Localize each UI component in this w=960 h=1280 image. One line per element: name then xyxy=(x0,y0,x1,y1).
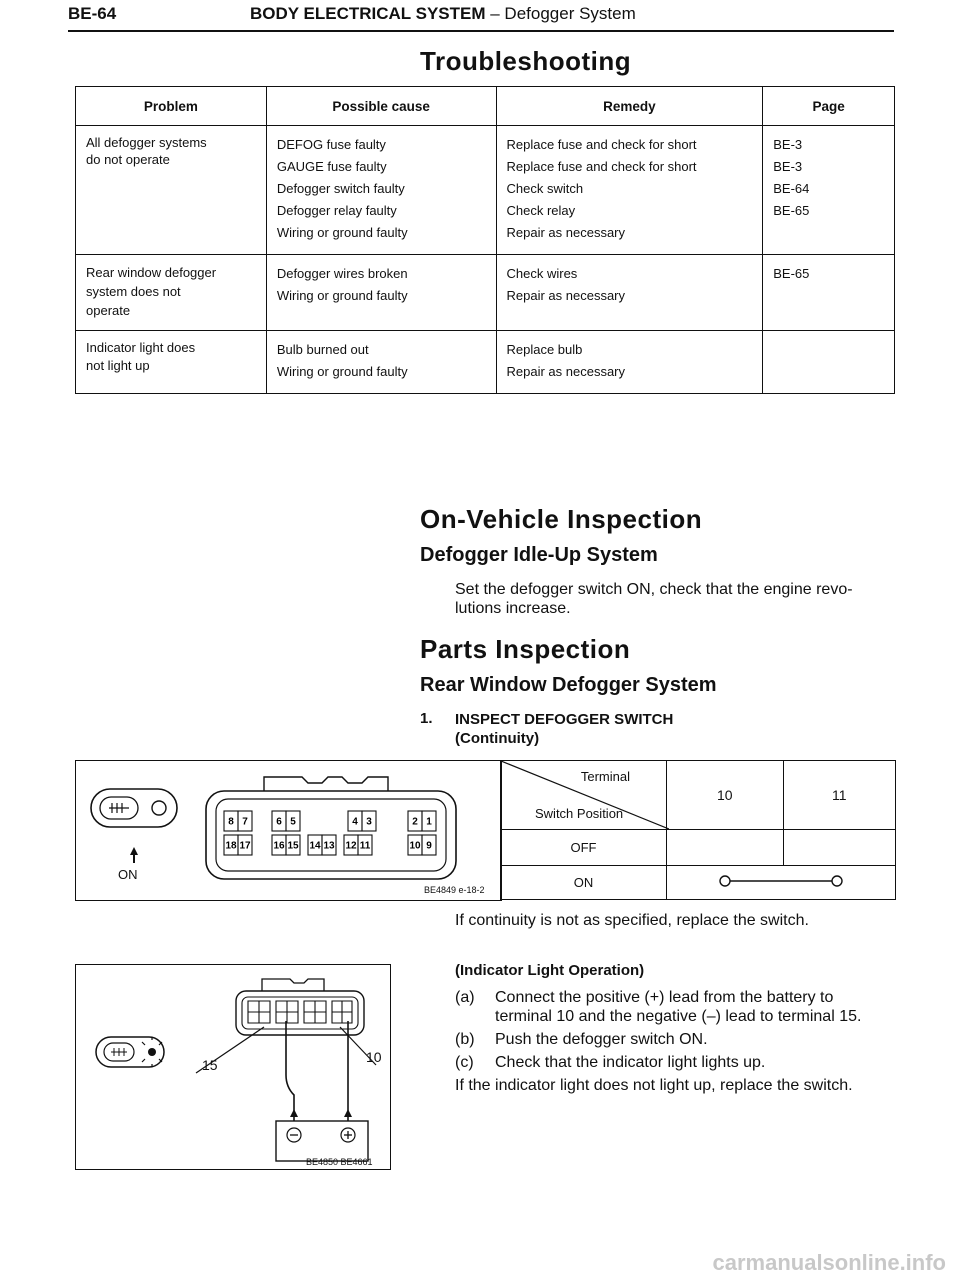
step-subtitle: (Continuity) xyxy=(455,730,540,747)
pin-number: 6 xyxy=(276,816,282,828)
on-vehicle-title: On-Vehicle Inspection xyxy=(420,504,703,534)
continuity-cell xyxy=(667,830,784,866)
troubleshooting-title: Troubleshooting xyxy=(420,46,632,76)
step-line: terminal 10 and the negative (–) lead to terminal 15. xyxy=(495,1008,862,1025)
problem-cell xyxy=(76,126,267,255)
column-header: Remedy xyxy=(496,87,763,126)
terminal-15-label: 15 xyxy=(202,1057,218,1073)
cell-text: Check switch xyxy=(506,181,584,196)
cell-text: Rear window defogger xyxy=(86,265,217,280)
table-row xyxy=(76,331,895,394)
continuity-cell xyxy=(783,830,896,866)
cell-text: Defogger wires broken xyxy=(276,266,408,281)
cell-text: DEFOG fuse faulty xyxy=(276,137,386,152)
step-number: 1. xyxy=(420,710,433,727)
page-cell xyxy=(763,331,895,394)
continuity-header-row xyxy=(501,761,896,830)
continuity-connection xyxy=(667,866,896,900)
running-title xyxy=(250,4,636,24)
table-row xyxy=(76,126,895,255)
problem-cell xyxy=(76,331,267,394)
pin-number: 12 xyxy=(345,840,357,852)
remedy-cell xyxy=(496,331,763,394)
indicator-final-note: If the indicator light does not light up, replace the switch. xyxy=(455,1077,853,1094)
pin-number: 14 xyxy=(309,840,321,852)
text-line: Set the defogger switch ON, check that the engine revo- xyxy=(455,581,853,598)
pin-number: 18 xyxy=(225,840,237,852)
pin-number: 4 xyxy=(352,816,358,828)
step-b xyxy=(455,1030,895,1049)
header-rule xyxy=(68,30,894,32)
continuity-row-off xyxy=(501,830,896,866)
cell-text: Check wires xyxy=(506,266,578,281)
position-label: ON xyxy=(501,866,667,900)
rear-window-subtitle: Rear Window Defogger System xyxy=(420,674,717,696)
cell-text: Defogger switch faulty xyxy=(276,181,405,196)
subsection-title: – Defogger System xyxy=(490,4,636,23)
idle-up-subtitle: Defogger Idle-Up System xyxy=(420,544,658,566)
page-number: BE-64 xyxy=(68,4,117,23)
switch-on-label: ON xyxy=(118,867,138,882)
column-header: Page xyxy=(763,87,895,126)
step-line: Check that the indicator light lights up. xyxy=(495,1054,766,1071)
indicator-steps xyxy=(455,988,895,1095)
step-heading xyxy=(455,710,673,748)
text-line: lutions increase. xyxy=(455,600,571,617)
troubleshooting-table xyxy=(75,86,895,394)
cause-cell xyxy=(266,331,496,394)
cell-text: Wiring or ground faulty xyxy=(276,364,408,379)
pin-number: 15 xyxy=(287,840,299,852)
cell-text: Repair as necessary xyxy=(506,364,625,379)
pin-number: 10 xyxy=(409,840,421,852)
pin-number: 9 xyxy=(426,840,432,852)
cell-text: Defogger relay faulty xyxy=(276,203,397,218)
pin-number: 1 xyxy=(426,816,432,828)
figure-code: BE4850 BE4661 xyxy=(306,1157,373,1167)
pin-number: 17 xyxy=(239,840,251,852)
step-title: INSPECT DEFOGGER SWITCH xyxy=(455,711,674,728)
step-c xyxy=(455,1053,895,1072)
page-cell xyxy=(763,255,895,331)
cell-text: Check relay xyxy=(506,203,576,218)
pin-number: 16 xyxy=(273,840,285,852)
step-label: (b) xyxy=(455,1031,475,1048)
position-label: OFF xyxy=(501,830,667,866)
step-a xyxy=(455,988,895,1026)
cell-text: BE-65 xyxy=(773,203,810,218)
cause-cell xyxy=(266,126,496,255)
step-line: Push the defogger switch ON. xyxy=(495,1031,708,1048)
indicator-test-figure xyxy=(75,964,391,1170)
pin-number: 8 xyxy=(228,816,234,828)
step-label: (a) xyxy=(455,989,475,1006)
cell-text: do not operate xyxy=(86,152,170,167)
terminal-header: Terminal xyxy=(580,769,630,784)
step-label: (c) xyxy=(455,1054,474,1071)
column-header: Possible cause xyxy=(266,87,496,126)
switch-connector-drawing xyxy=(76,761,501,900)
cell-text: operate xyxy=(86,303,131,318)
table-row xyxy=(76,255,895,331)
cell-text: BE-3 xyxy=(773,137,803,152)
pin-number: 2 xyxy=(412,816,418,828)
pin-number: 5 xyxy=(290,816,296,828)
table-header-row xyxy=(76,87,895,126)
column-header: Problem xyxy=(76,87,267,126)
cell-text: Wiring or ground faulty xyxy=(276,288,408,303)
switch-position-header: Switch Position xyxy=(535,806,624,821)
connector-pins-top xyxy=(224,811,436,831)
pin-number: 11 xyxy=(359,840,371,852)
indicator-test-drawing xyxy=(76,965,390,1169)
terminal-10-label: 10 xyxy=(366,1049,382,1065)
remedy-cell xyxy=(496,255,763,331)
connector-pins-bottom xyxy=(224,835,436,855)
cell-text: Replace bulb xyxy=(506,342,583,357)
watermark: carmanualsonline.info xyxy=(712,1250,946,1275)
problem-cell xyxy=(76,255,267,331)
continuity-table xyxy=(500,760,896,900)
remedy-cell xyxy=(496,126,763,255)
cell-text: Indicator light does xyxy=(86,340,196,355)
cell-text: Replace fuse and check for short xyxy=(506,137,697,152)
cell-text: Repair as necessary xyxy=(506,288,625,303)
page-cell xyxy=(763,126,895,255)
terminal-column: 10 xyxy=(667,761,784,830)
section-title: BODY ELECTRICAL SYSTEM xyxy=(250,4,486,23)
cell-text: not light up xyxy=(86,358,150,373)
cell-text: BE-65 xyxy=(773,266,810,281)
cell-text: BE-3 xyxy=(773,159,803,174)
cell-text: system does not xyxy=(86,284,181,299)
cell-text: GAUGE fuse faulty xyxy=(276,159,387,174)
continuity-note: If continuity is not as specified, replace the switch. xyxy=(455,912,809,929)
diagonal-header-cell xyxy=(501,761,667,830)
pin-number: 3 xyxy=(366,816,372,828)
indicator-heading: (Indicator Light Operation) xyxy=(455,962,645,979)
cell-text: All defogger systems xyxy=(86,135,207,150)
continuity-mark xyxy=(667,866,895,896)
parts-inspection-title: Parts Inspection xyxy=(420,634,631,664)
cell-text: Bulb burned out xyxy=(276,342,369,357)
cell-text: Replace fuse and check for short xyxy=(506,159,697,174)
pin-number: 7 xyxy=(242,816,248,828)
continuity-row-on xyxy=(501,866,896,900)
cell-text: Repair as necessary xyxy=(506,225,625,240)
figure-code: BE4849 e-18-2 xyxy=(424,885,485,895)
cell-text: Wiring or ground faulty xyxy=(276,225,408,240)
cause-cell xyxy=(266,255,496,331)
terminal-column: 11 xyxy=(783,761,896,830)
idle-up-text xyxy=(455,580,853,618)
cell-text: BE-64 xyxy=(773,181,810,196)
switch-connector-figure xyxy=(75,760,502,901)
pin-number: 13 xyxy=(323,840,335,852)
step-line: Connect the positive (+) lead from the battery to xyxy=(495,989,834,1006)
